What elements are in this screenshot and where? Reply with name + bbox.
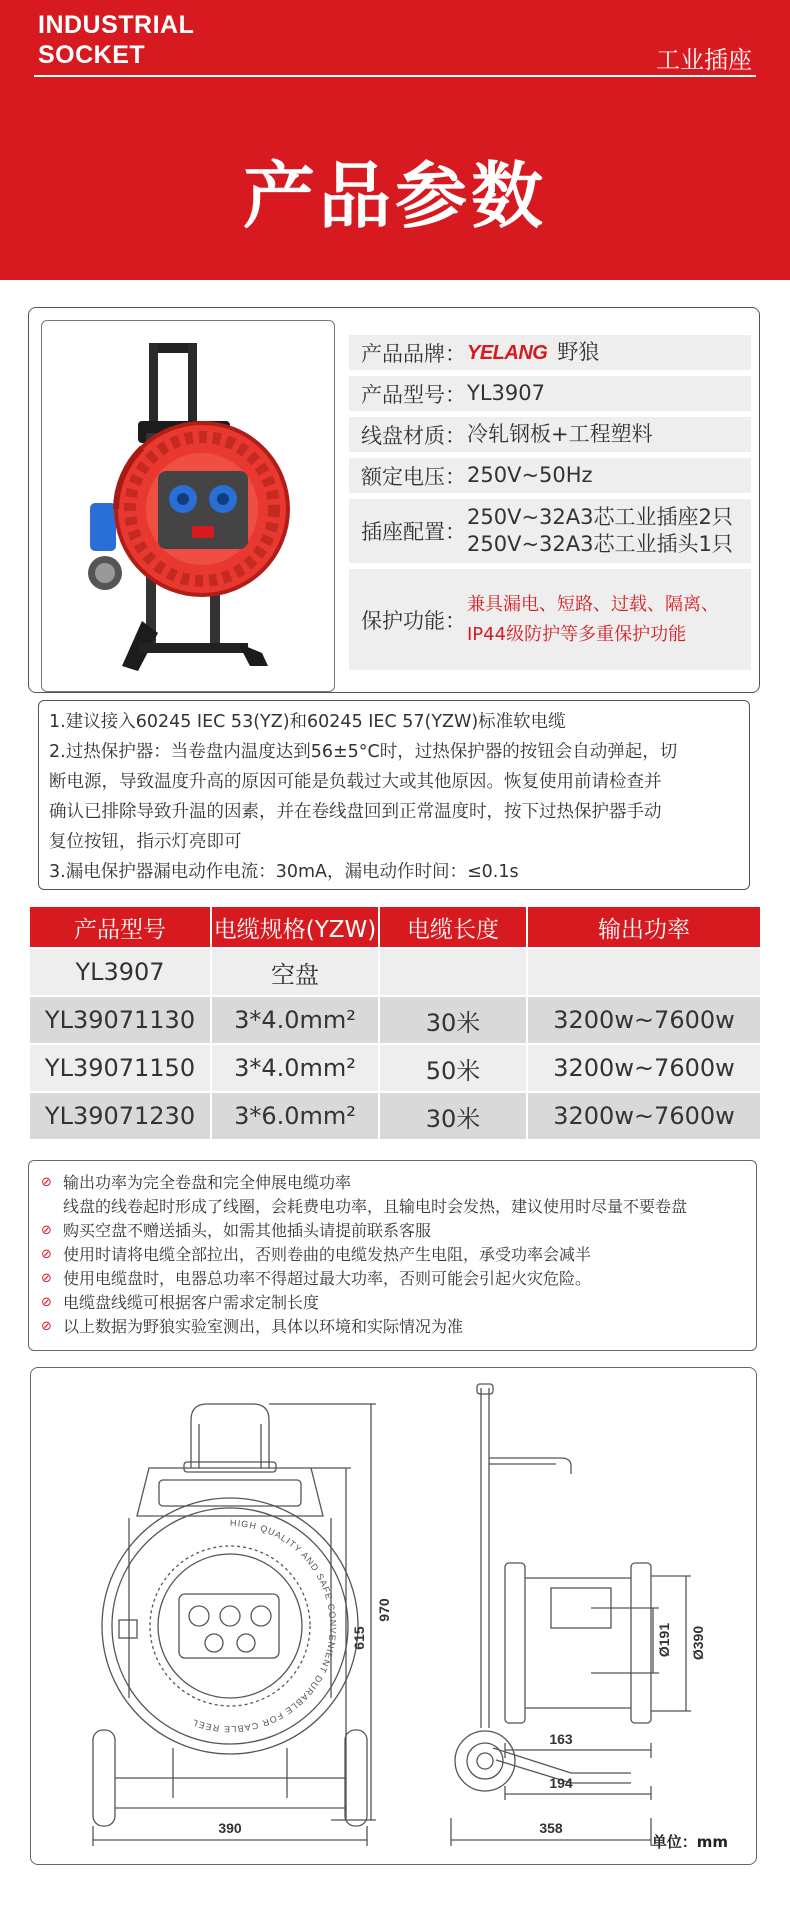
dimension-diagram xyxy=(31,1368,757,1865)
warning-icon: ⊘ xyxy=(41,1295,52,1310)
reel-ring-textpath: HIGH QUALITY AND SAFE CONVENIENT DURABLE FOR CABLE REEL xyxy=(190,1517,339,1735)
table-header-cell: 产品型号 xyxy=(29,906,211,948)
spec-value-line: 兼具漏电、短路、过载、隔离、 xyxy=(467,593,719,615)
warning-text: 使用电缆盘时，电器总功率不得超过最大功率，否则可能会引起火灾危险。 xyxy=(63,1269,592,1288)
table-cell: YL39071150 xyxy=(29,1044,211,1092)
dim-390-front: 390 xyxy=(218,1820,242,1836)
spec-value-line: 250V~32A3芯工业插头1只 xyxy=(467,532,733,556)
model-table xyxy=(28,905,762,1141)
warning-item xyxy=(41,1243,746,1267)
product-photo xyxy=(41,320,335,692)
dim-194: 194 xyxy=(549,1775,573,1791)
spec-value xyxy=(467,339,751,367)
table-cell xyxy=(379,948,527,996)
spec-label: 产品型号： xyxy=(361,382,466,407)
spec-row-model xyxy=(349,376,751,411)
notes-box xyxy=(38,700,750,890)
table-row xyxy=(29,948,761,996)
warning-item xyxy=(41,1267,746,1291)
note-line: 复位按钮，指示灯亮即可 xyxy=(49,832,242,852)
table-cell: 空盘 xyxy=(211,948,379,996)
warning-text: 使用时请将电缆全部拉出，否则卷曲的电缆发热产生电阻，承受功率会减半 xyxy=(63,1245,592,1264)
warning-text: 购买空盘不赠送插头，如需其他插头请提前联系客服 xyxy=(63,1221,432,1240)
table-cell: 3200w~7600w xyxy=(527,1044,761,1092)
table-row xyxy=(29,1092,761,1140)
warning-item xyxy=(41,1171,746,1195)
note-line: 断电源，导致温度升高的原因可能是负载过大或其他原因。恢复使用前请检查并 xyxy=(49,772,662,792)
table-header-cell: 输出功率 xyxy=(527,906,761,948)
spec-row-protection xyxy=(349,569,751,670)
brand-chinese: 工业插座 xyxy=(656,46,752,74)
dimension-drawing xyxy=(30,1367,757,1865)
table-cell: 3*6.0mm² xyxy=(211,1092,379,1140)
unit-label: 单位：mm xyxy=(651,1833,728,1851)
warning-item xyxy=(41,1315,746,1339)
dim-dia-390: Ø390 xyxy=(690,1625,706,1661)
warning-icon: ⊘ xyxy=(41,1271,52,1286)
table-cell: 30米 xyxy=(379,1092,527,1140)
brand-english-line2: SOCKET xyxy=(38,41,146,69)
spec-row-voltage xyxy=(349,458,751,493)
table-header-cell: 电缆规格(YZW) xyxy=(211,906,379,948)
table-cell: 3200w~7600w xyxy=(527,996,761,1044)
note-line: 1.建议接入60245 IEC 53(YZ)和60245 IEC 57(YZW)标准软电缆 xyxy=(49,712,566,732)
spec-value: YL3907 xyxy=(467,381,545,405)
table-cell: 30米 xyxy=(379,996,527,1044)
warning-icon: ⊘ xyxy=(41,1247,52,1262)
note-line: 3.漏电保护器漏电动作电流：30mA，漏电动作时间：≤0.1s xyxy=(49,862,519,882)
table-cell xyxy=(527,948,761,996)
dim-163: 163 xyxy=(549,1731,573,1747)
spec-value-line: 250V~32A3芯工业插座2只 xyxy=(467,505,733,529)
warning-icon: ⊘ xyxy=(41,1319,52,1334)
brand-english xyxy=(38,10,194,70)
spec-row-brand xyxy=(349,335,751,370)
note-line: 2.过热保护器：当卷盘内温度达到56±5°C时，过热保护器的按钮会自动弹起，切 xyxy=(49,742,678,762)
table-header-cell: 电缆长度 xyxy=(379,906,527,948)
warning-text: 输出功率为完全卷盘和完全伸展电缆功率 xyxy=(63,1173,352,1192)
spec-label: 保护功能： xyxy=(361,608,466,633)
table-cell: 3*4.0mm² xyxy=(211,1044,379,1092)
product-panel xyxy=(28,307,760,693)
warning-item xyxy=(41,1219,746,1243)
spec-label: 额定电压： xyxy=(361,464,466,489)
table-cell: 50米 xyxy=(379,1044,527,1092)
header-banner xyxy=(0,0,790,280)
spec-list xyxy=(349,335,751,676)
table-cell: YL39071230 xyxy=(29,1092,211,1140)
spec-value: 冷轧钢板+工程塑料 xyxy=(467,422,653,446)
yelang-logo: YELANG xyxy=(467,341,548,364)
header-divider xyxy=(34,75,756,77)
dim-615: 615 xyxy=(351,1626,367,1650)
spec-label: 插座配置： xyxy=(361,520,466,544)
warning-continuation: 线盘的线卷起时形成了线圈，会耗费电功率，且输电时会发热，建议使用时尽量不要卷盘 xyxy=(63,1197,688,1216)
table-cell: 3200w~7600w xyxy=(527,1092,761,1140)
cable-reel-image xyxy=(42,321,335,692)
dim-970: 970 xyxy=(376,1598,392,1622)
spec-label: 线盘材质： xyxy=(361,423,466,448)
spec-value xyxy=(467,504,751,558)
warning-text: 以上数据为野狼实验室测出，具体以环境和实际情况为准 xyxy=(63,1317,464,1336)
table-row xyxy=(29,996,761,1044)
warning-icon: ⊘ xyxy=(41,1223,52,1238)
spec-value xyxy=(467,590,751,650)
spec-row-material xyxy=(349,417,751,452)
table-header-row xyxy=(29,906,761,948)
table-cell: YL39071130 xyxy=(29,996,211,1044)
spec-row-sockets xyxy=(349,499,751,563)
dim-358: 358 xyxy=(539,1820,563,1836)
table-cell: YL3907 xyxy=(29,948,211,996)
spec-label: 产品品牌： xyxy=(361,341,466,366)
table-row xyxy=(29,1044,761,1092)
spec-value-line: IP44级防护等多重保护功能 xyxy=(467,623,687,645)
warning-item xyxy=(41,1291,746,1315)
page-title: 产品参数 xyxy=(242,154,547,238)
dim-dia-191: Ø191 xyxy=(656,1622,672,1658)
warning-icon: ⊘ xyxy=(41,1175,52,1190)
warnings-box xyxy=(28,1160,757,1351)
note-line: 确认已排除导致升温的因素，并在卷线盘回到正常温度时，按下过热保护器手动 xyxy=(49,802,662,822)
brand-name: 野狼 xyxy=(557,339,600,364)
spec-value: 250V~50Hz xyxy=(467,463,593,487)
brand-english-line1: INDUSTRIAL xyxy=(38,11,195,39)
warning-text: 电缆盘线缆可根据客户需求定制长度 xyxy=(63,1293,320,1312)
table-cell: 3*4.0mm² xyxy=(211,996,379,1044)
